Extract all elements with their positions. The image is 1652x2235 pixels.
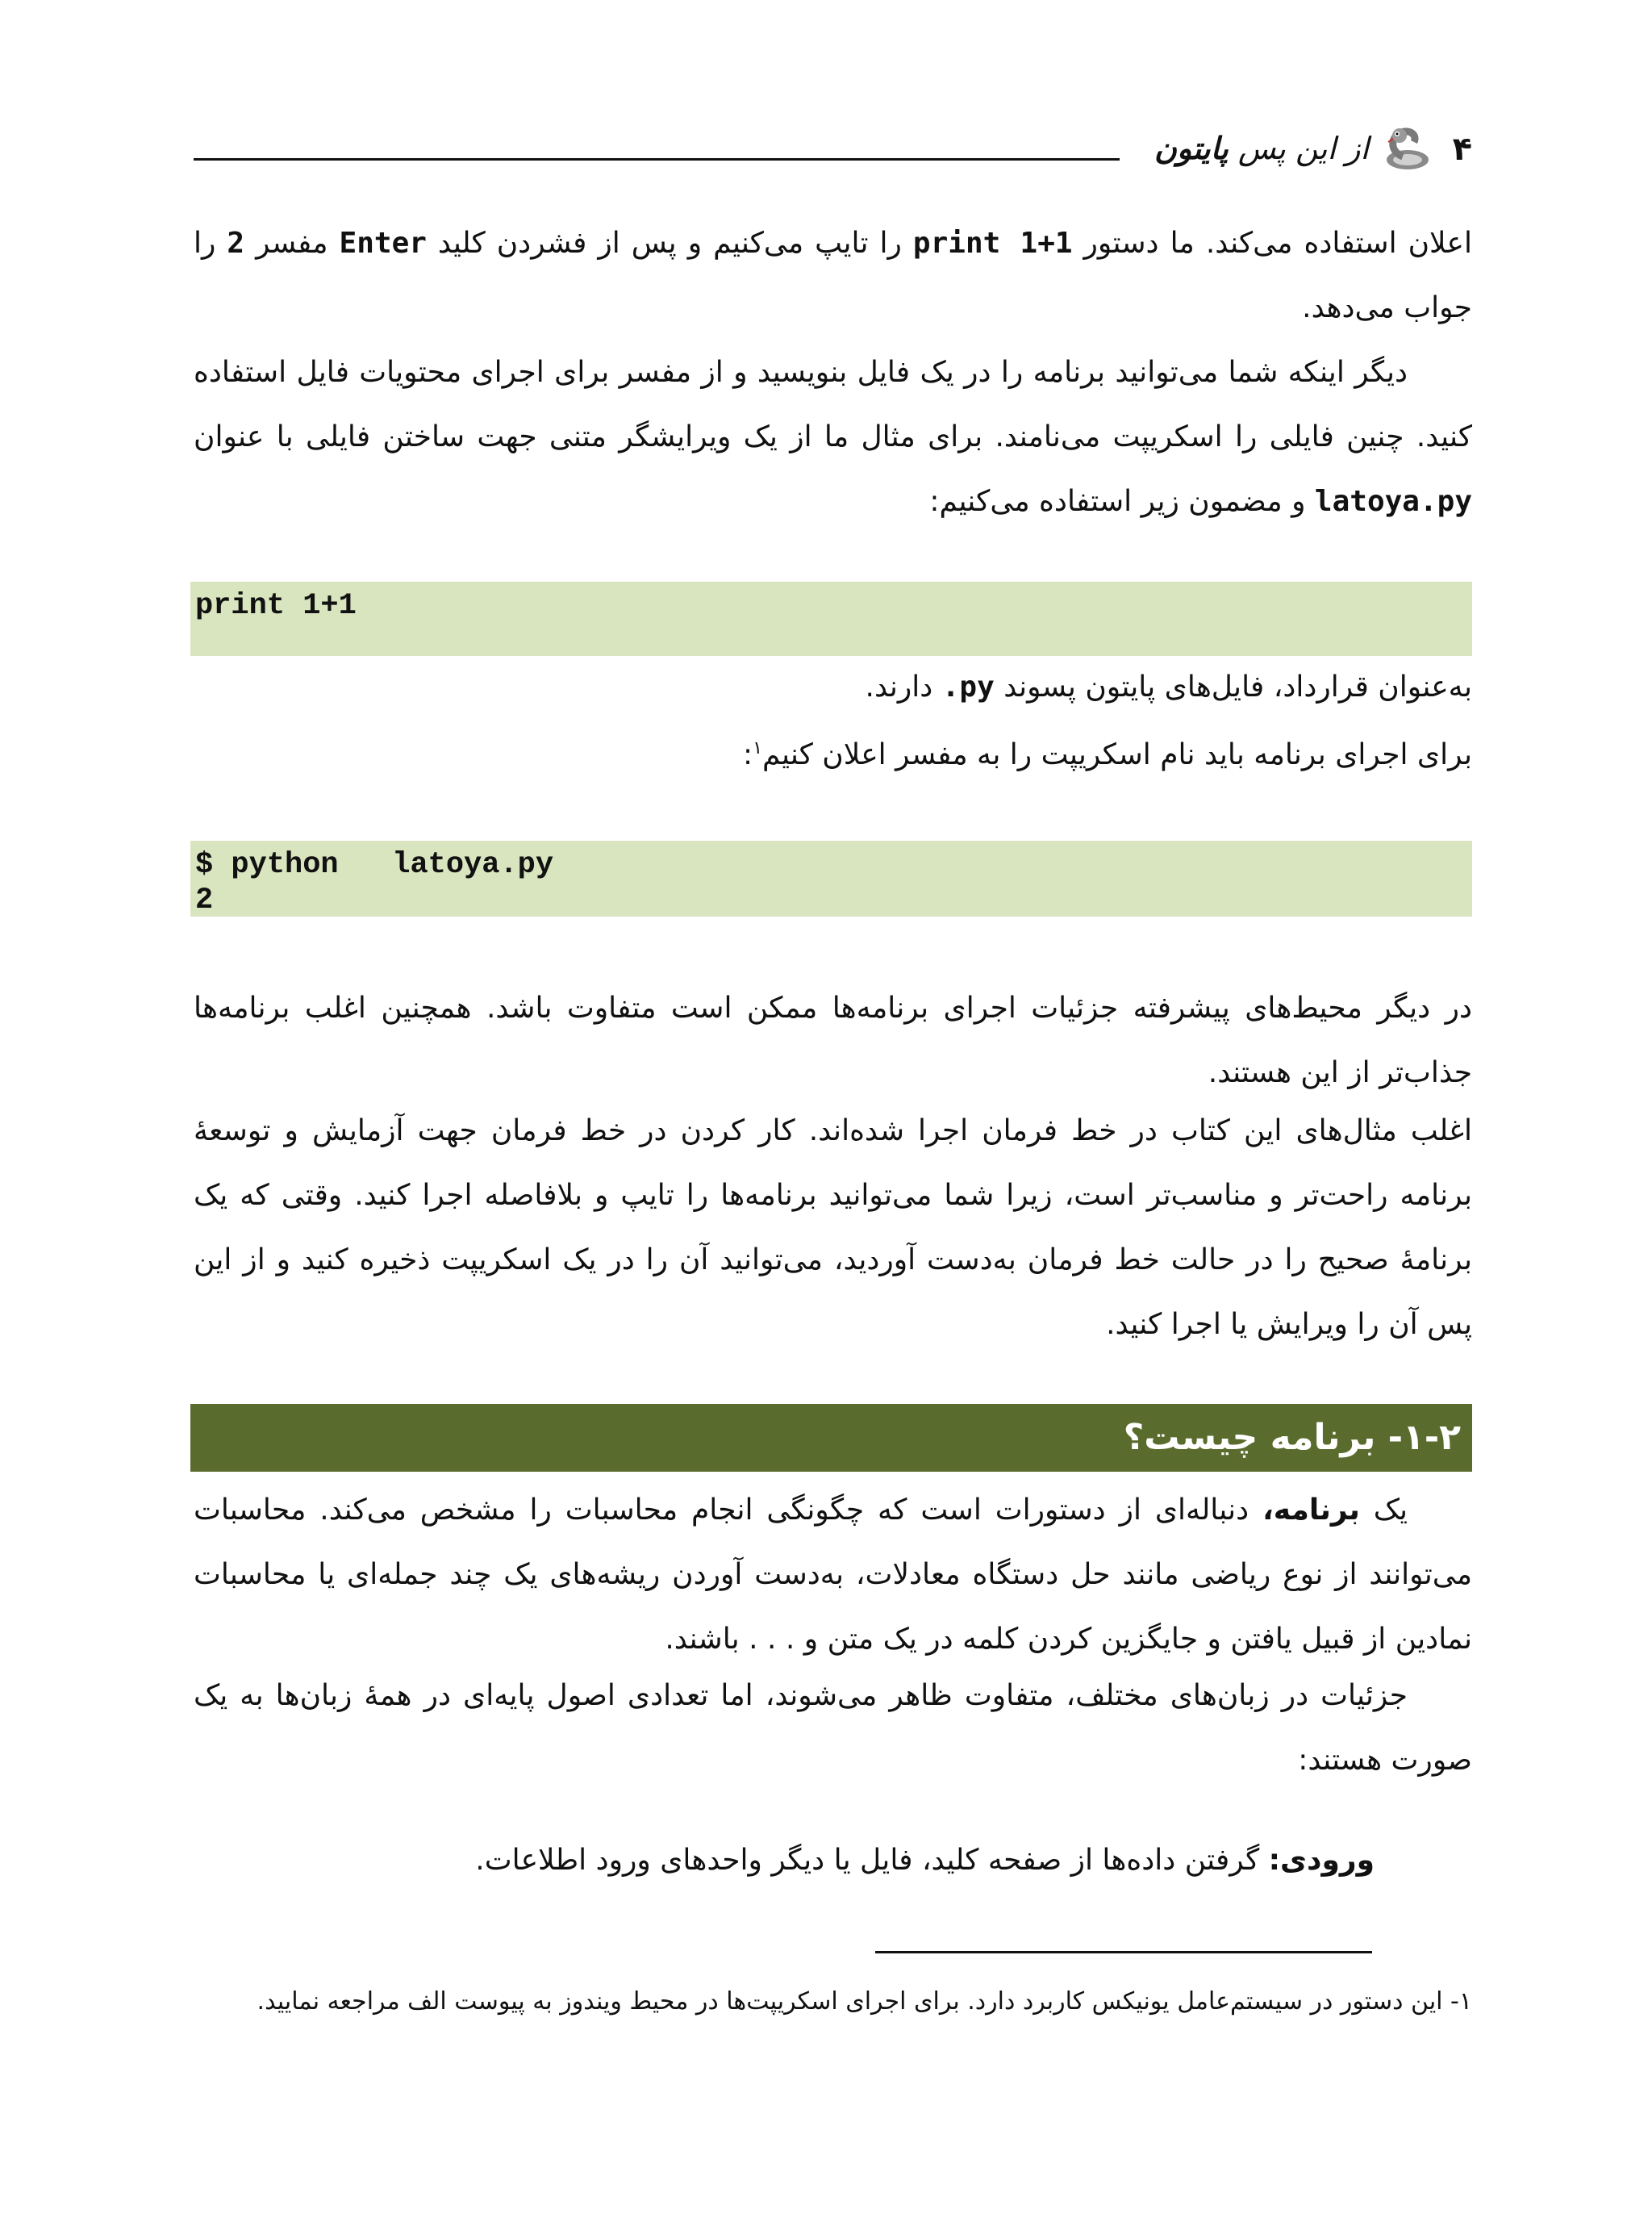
p4-text-1: برای اجرای برنامه باید نام اسکریپت را به مفسر اعلان کنیم (762, 738, 1472, 771)
p1-code-result: 2 (227, 227, 245, 260)
book-title-plain: از این پس (1228, 131, 1369, 166)
paragraph-1 (194, 211, 1472, 340)
p3-text-1: به‌عنوان قرارداد، فایل‌های پایتون پسوند (994, 670, 1472, 704)
p7-bold-program: برنامه، (1262, 1493, 1360, 1527)
book-title-bold: پایتون (1154, 131, 1229, 166)
p1-text-3: مفسر (244, 227, 340, 260)
page-number: ۴ (1452, 131, 1472, 168)
footnote-text: ۱- این دستور در سیستم‌عامل یونیکس کاربرد دارد. برای اجرای اسکریپت‌ها در محیط ویندوز به پیوست الف مراجعه نمایید. (257, 1987, 1472, 2016)
page-header (190, 129, 1472, 178)
p9-bold-input: ورودی: (1268, 1844, 1375, 1877)
paragraph-6: اغلب مثال‌های این کتاب در خط فرمان اجرا شده‌اند. کار کردن در خط فرمان جهت آزمایش و توسعهٔ برنامه راحت‌تر و مناسب‌تر است، زیرا شما می‌توانید برنامه‌ها را تایپ و بلافاصله اجرا کنید. وقتی که یک برنامهٔ صحیح را در حالت خط فرمان به‌دست آوردید، می‌توانید آن را در یک اسکریپت ذخیره کنید و از این پس آن را ویرایش یا اجرا کنید. (194, 1114, 1472, 1341)
footnote-ref[interactable]: ۱ (753, 738, 763, 758)
p4-text-2: : (743, 738, 753, 771)
p1-text-4: را جواب می‌دهد. (194, 227, 1472, 324)
p2-text-2: و مضمون زیر استفاده می‌کنیم: (929, 485, 1315, 518)
paragraph-8: جزئیات در زبان‌های مختلف، متفاوت ظاهر می‌شوند، اما تعدادی اصول پایه‌ای در همهٔ زبان‌ها به یک صورت هستند: (194, 1679, 1472, 1777)
paragraph-3 (194, 655, 1472, 720)
p1-text-1: اعلان استفاده می‌کند. ما دستور (1072, 227, 1472, 260)
p1-code-enter: Enter (339, 227, 427, 260)
paragraph-7 (194, 1478, 1472, 1672)
p3-text-2: دارند. (865, 670, 942, 704)
paragraph-2 (194, 340, 1472, 534)
p7-text-2: دنباله‌ای از دستورات است که چگونگی انجام محاسبات را مشخص می‌کند. محاسبات می‌توانند از نوع ریاضی مانند حل دستگاه معادلات، به‌دست آوردن ریشه‌های یک چند جمله‌ای یا محاسبات نمادین از قبیل یافتن و جایگزین کردن کلمه در یک متن و . . . باشند. (194, 1493, 1472, 1656)
p9-text-1: گرفتن داده‌ها از صفحه کلید، فایل یا دیگر واحدهای ورود اطلاعات. (475, 1844, 1269, 1877)
paragraph-4 (194, 716, 1472, 787)
p3-code-ext: .py (941, 670, 995, 704)
p2-text-1: دیگر اینکه شما می‌توانید برنامه را در یک فایل بنویسید و از مفسر برای اجرای محتویات فایل استفاده کنید. چنین فایلی را اسکریپت می‌نامند. برای مثال ما از یک ویرایشگر متنی جهت ساختن فایلی با عنوان (194, 356, 1472, 453)
book-title (1154, 131, 1369, 166)
code-block-1: print 1+1 (190, 582, 1472, 656)
paragraph-5: در دیگر محیط‌های پیشرفته جزئیات اجرای برنامه‌ها ممکن است متفاوت باشد. همچنین اغلب برنامه‌ها جذاب‌تر از این هستند. (194, 992, 1472, 1089)
p1-code-print: print 1+1 (912, 227, 1073, 260)
p7-text-1: یک (1359, 1493, 1408, 1527)
section-heading: ۱-۲- برنامه چیست؟ (190, 1404, 1472, 1472)
code-block-2: $ python latoya.py 2 (190, 841, 1472, 917)
header-rule (194, 158, 1120, 161)
p1-text-2: را تایپ می‌کنیم و پس از فشردن کلید (426, 227, 913, 260)
p2-code-filename: latoya.py (1314, 485, 1472, 518)
python-snake-logo-icon (1379, 124, 1432, 178)
paragraph-9 (245, 1828, 1375, 1893)
footnote-separator (875, 1951, 1372, 1953)
